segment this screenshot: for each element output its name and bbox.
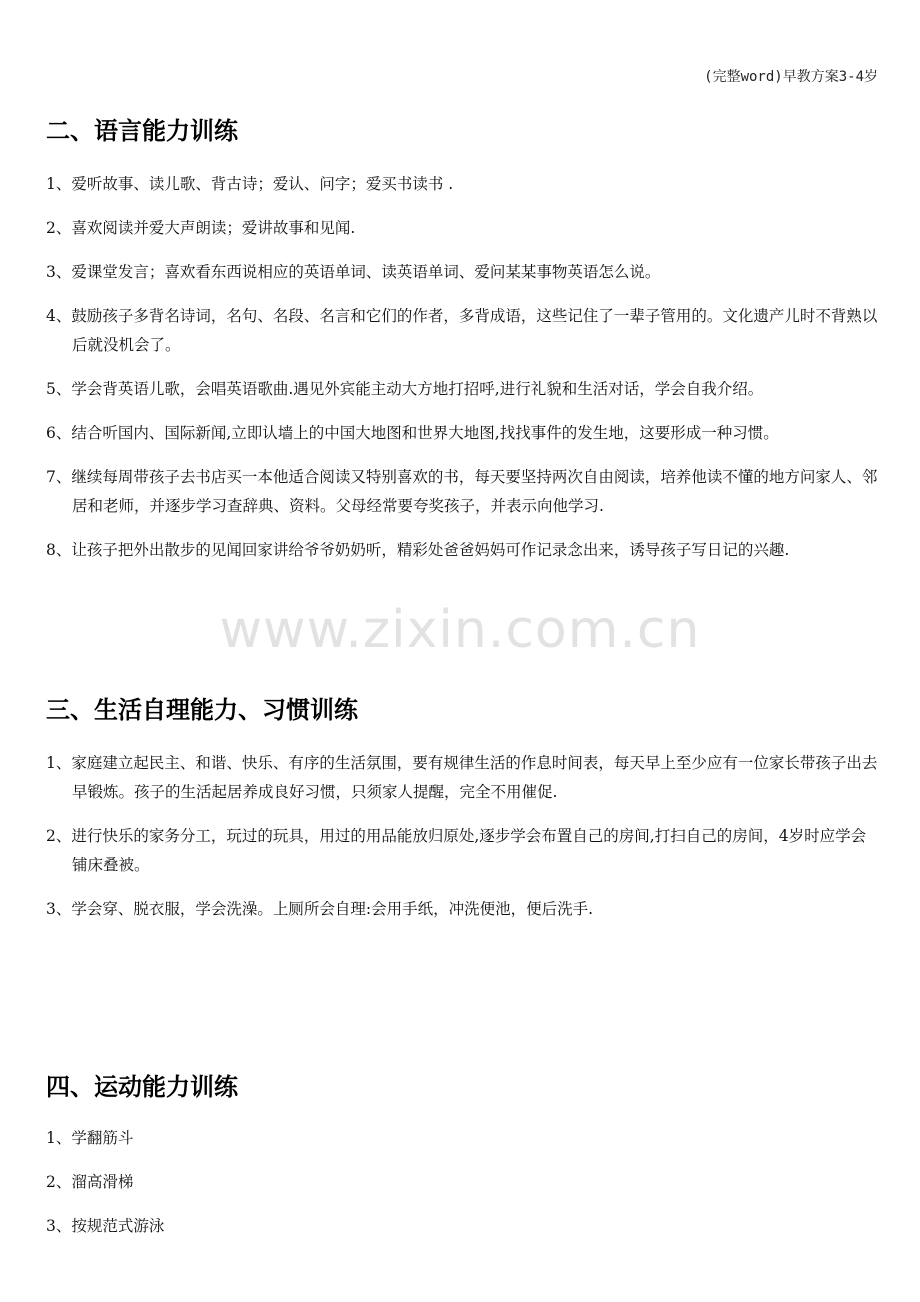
section-self-care bbox=[46, 695, 880, 924]
list-item: 5、学会背英语儿歌，会唱英语歌曲.遇见外宾能主动大方地打招呼,进行礼貌和生活对话，学会自我介绍。 bbox=[46, 380, 764, 398]
section-heading: 四、运动能力训练 bbox=[46, 1073, 238, 1101]
watermark: www.zixin.com.cn bbox=[219, 600, 701, 660]
list-item: 1、家庭建立起民主、和谐、快乐、有序的生活氛围，要有规律生活的作息时间表，每天早上至少应有一位家长带孩子出去早锻炼。孩子的生活起居养成良好习惯，只须家人提醒，完全不用催促. bbox=[46, 754, 878, 801]
list-item: 2、喜欢阅读并爱大声朗读；爱讲故事和见闻. bbox=[46, 219, 356, 237]
list-item: 4、鼓励孩子多背名诗词，名句、名段、名言和它们的作者，多背成语，这些记住了一辈子管用的。文化遗产儿时不背熟以后就没机会了。 bbox=[46, 307, 878, 354]
list-item: 8、让孩子把外出散步的见闻回家讲给爷爷奶奶听，精彩处爸爸妈妈可作记录念出来，诱导孩子写日记的兴趣. bbox=[46, 541, 790, 559]
document-header: (完整word)早教方案3-4岁 bbox=[704, 69, 878, 85]
section-heading: 三、生活自理能力、习惯训练 bbox=[46, 696, 358, 724]
section-heading: 二、语言能力训练 bbox=[46, 117, 238, 145]
section-language bbox=[46, 116, 880, 565]
list-item: 3、学会穿、脱衣服，学会洗澡。上厕所会自理:会用手纸，冲洗便池，便后洗手. bbox=[46, 900, 594, 918]
list-item: 3、爱课堂发言；喜欢看东西说相应的英语单词、读英语单词、爱问某某事物英语怎么说。 bbox=[46, 263, 661, 281]
list-item: 1、爱听故事、读儿歌、背古诗；爱认、问字；爱买书读书 . bbox=[46, 175, 454, 193]
list-item: 3、按规范式游泳 bbox=[46, 1217, 165, 1235]
list-item: 1、学翻筋斗 bbox=[46, 1129, 134, 1147]
section-motor bbox=[46, 1072, 880, 1241]
list-item: 6、结合听国内、国际新闻,立即认墙上的中国大地图和世界大地图,找找事件的发生地，这要形成一种习惯。 bbox=[46, 424, 779, 442]
list-item: 2、进行快乐的家务分工，玩过的玩具，用过的用品能放归原处,逐步学会布置自己的房间,打扫自己的房间，4岁时应学会铺床叠被。 bbox=[46, 827, 867, 874]
list-item: 7、继续每周带孩子去书店买一本他适合阅读又特别喜欢的书，每天要坚持两次自由阅读，培养他读不懂的地方问家人、邻居和老师，并逐步学习查辞典、资料。父母经常要夸奖孩子，并表示向他学习. bbox=[46, 468, 878, 515]
list-item: 2、溜高滑梯 bbox=[46, 1173, 134, 1191]
